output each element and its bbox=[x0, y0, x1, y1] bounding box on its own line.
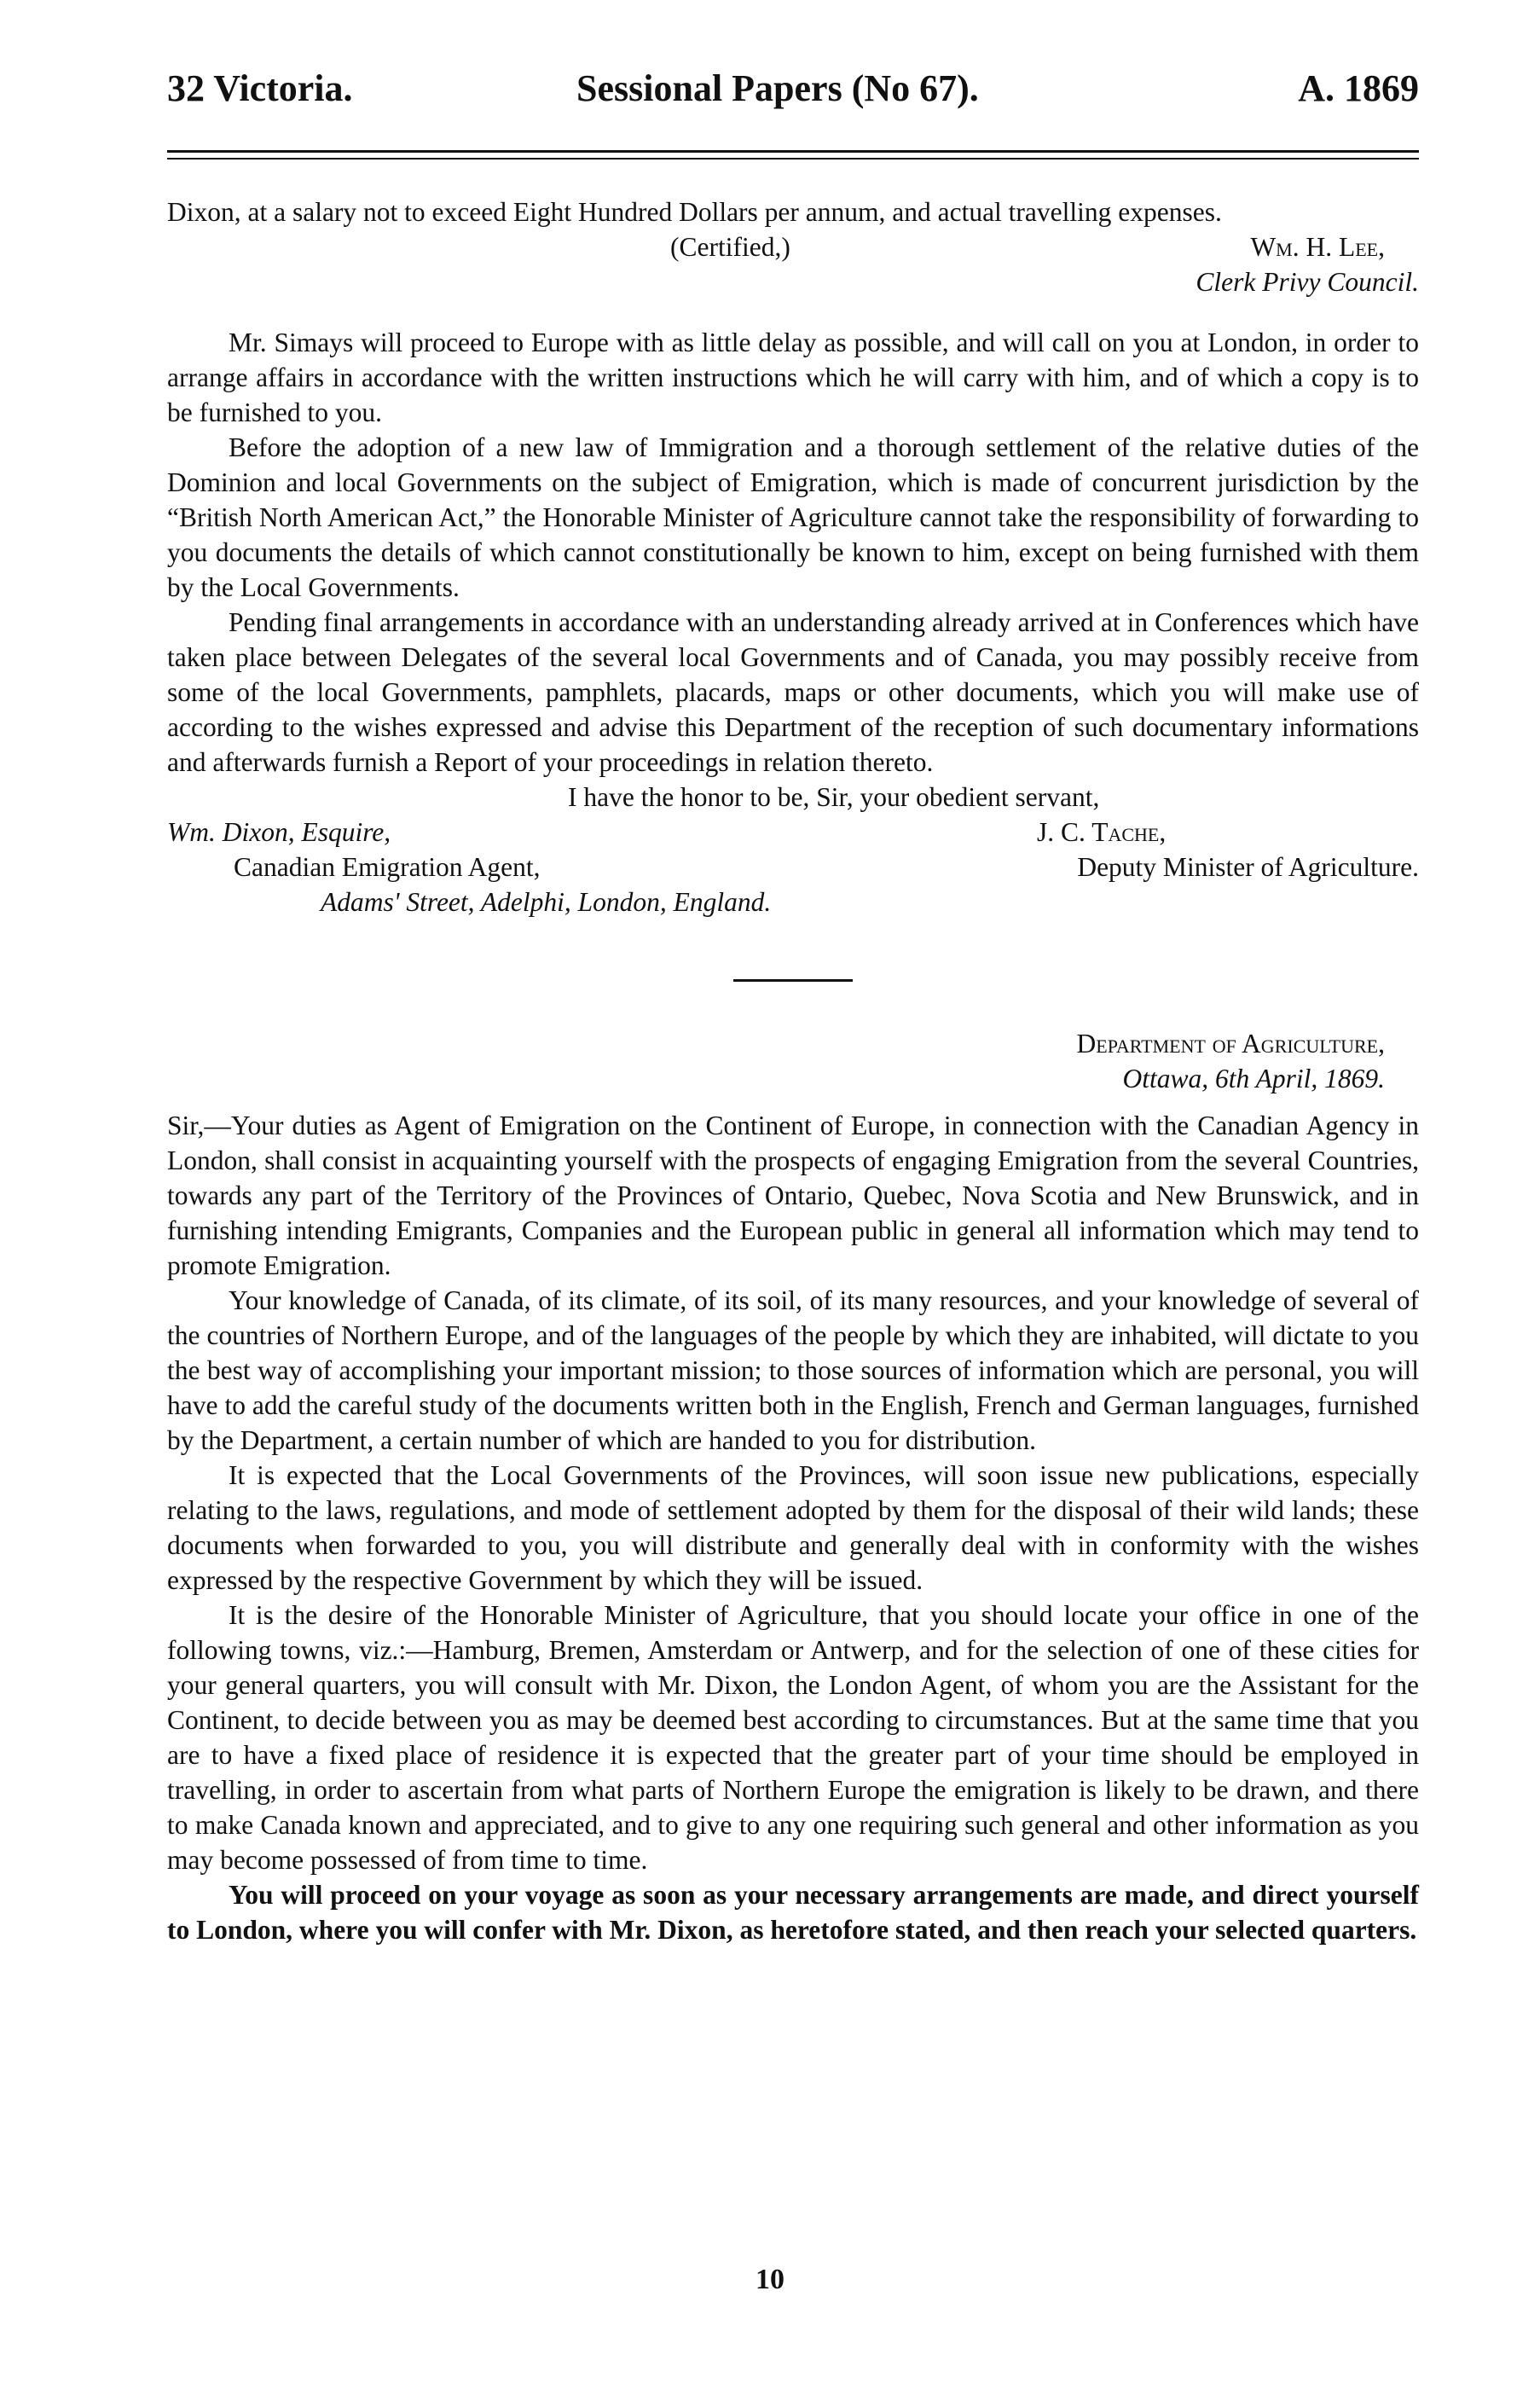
signature-row-2 bbox=[167, 850, 1419, 884]
paragraph: You will proceed on your voyage as soon as your necessary arrangements are made, and direct yourself to London, where you will confer with Mr. Dixon, as heretofore stated, and then reach your selected quarters. bbox=[167, 1880, 1419, 1945]
department-heading: Department of Agriculture, bbox=[1076, 1029, 1385, 1058]
signature-row-1 bbox=[167, 815, 1419, 850]
paragraph: Before the adoption of a new law of Immigration and a thorough settlement of the relative duties of the Dominion and local Governments on the subject of Emigration, which is made of concurrent jurisdiction by the “British North American Act,” the Honorable Minister of Agriculture cannot take the responsibility of forwarding to you documents the details of which cannot constitutionally be known to him, except on being furnished with them by the Local Governments. bbox=[167, 432, 1419, 602]
closing-row bbox=[167, 780, 1419, 815]
signature-row-3 bbox=[167, 884, 1419, 919]
header-title: Sessional Papers (No 67). bbox=[576, 67, 979, 109]
section-divider bbox=[733, 979, 853, 982]
addressee-address: Adams' Street, Adelphi, London, England. bbox=[321, 887, 772, 917]
paragraph: Mr. Simays will proceed to Europe with as little delay as possible, and will call on you at London, in order to arrange affairs in accordance with the written instructions which he will carry with him, and of which a copy is to be furnished to you. bbox=[167, 328, 1419, 427]
body-text bbox=[167, 194, 1419, 1947]
paragraph: Pending final arrangements in accordance with an understanding already arrived at in Conferences which have taken place between Delegates of the several local Governments and of Canada, you may possibly receive from some of the local Governments, pamphlets, placards, maps or other documents, which you will make use of according to the wishes expressed and advise this Department of the reception of such documentary informations and afterwards furnish a Report of your proceedings in relation thereto. bbox=[167, 607, 1419, 777]
place-date: Ottawa, 6th April, 1869. bbox=[1122, 1064, 1385, 1093]
paragraph: It is expected that the Local Governments of the Provinces, will soon issue new publications, especially relating to the laws, regulations, and mode of settlement adopted by them for the disposal of their wild lands; these documents when forwarded to you, you will distribute and generally deal with in conformity with the wishes expressed by the respective Government by which they will be issued. bbox=[167, 1460, 1419, 1595]
paragraph: Your knowledge of Canada, of its climate, of its soil, of its many resources, and your knowledge of several of the countries of Northern Europe, and of the languages of the people by which they are inhabited, will dictate to you the best way of accomplishing your important mission; to those sources of information which are personal, you will have to add the careful study of the documents written both in the English, French and German languages, furnished by the Department, a certain number of which are handed to you for distribution. bbox=[167, 1285, 1419, 1455]
closing-line: I have the honor to be, Sir, your obedient servant, bbox=[568, 782, 1100, 812]
header-regnal-year: 32 Victoria. bbox=[167, 67, 353, 109]
addressee-title: Canadian Emigration Agent, bbox=[234, 852, 541, 882]
signer-title-row bbox=[167, 264, 1419, 299]
dateline-row-1 bbox=[167, 1026, 1419, 1061]
sender-title: Deputy Minister of Agriculture. bbox=[1077, 852, 1419, 882]
opening-paragraph: Dixon, at a salary not to exceed Eight Hundred Dollars per annum, and actual travelling expenses. bbox=[167, 197, 1222, 227]
dateline-row-2 bbox=[167, 1061, 1419, 1096]
header-rule-bottom bbox=[167, 158, 1419, 160]
header-year: A. 1869 bbox=[1298, 67, 1419, 109]
sender-name: J. C. Tache, bbox=[1037, 817, 1167, 847]
signer-name: Wm. H. Lee, bbox=[1250, 232, 1385, 262]
paragraph: Sir,—Your duties as Agent of Emigration on the Continent of Europe, in connection with the Canadian Agency in London, shall consist in acquainting yourself with the prospects of engaging Emigration from the several Countries, towards any part of the Territory of the Provinces of Ontario, Quebec, Nova Scotia and New Brunswick, and in furnishing intending Emigrants, Companies and the European public in general all information which may tend to promote Emigration. bbox=[167, 1111, 1419, 1280]
page-number: 10 bbox=[756, 2264, 784, 2295]
certification-row bbox=[167, 229, 1419, 264]
paragraph: It is the desire of the Honorable Minister of Agriculture, that you should locate your office in one of the following towns, viz.:—Hamburg, Bremen, Amsterdam or Antwerp, and for the selection of one of these cities for your general quarters, you will consult with Mr. Dixon, the London Agent, of whom you are the Assistant for the Continent, to decide between you as may be deemed best according to circumstances. But at the same time that you are to have a fixed place of residence it is expected that the greater part of your time should be employed in travelling, in order to ascertain from what parts of Northern Europe the emigration is likely to be drawn, and there to make Canada known and appreciated, and to give to any one requiring such general and other information as you may become possessed of from time to time. bbox=[167, 1600, 1419, 1875]
addressee-name: Wm. Dixon, Esquire, bbox=[167, 817, 391, 847]
certified-label: (Certified,) bbox=[670, 232, 790, 262]
header-rule-top bbox=[167, 150, 1419, 153]
signer-title: Clerk Privy Council. bbox=[1196, 267, 1419, 297]
